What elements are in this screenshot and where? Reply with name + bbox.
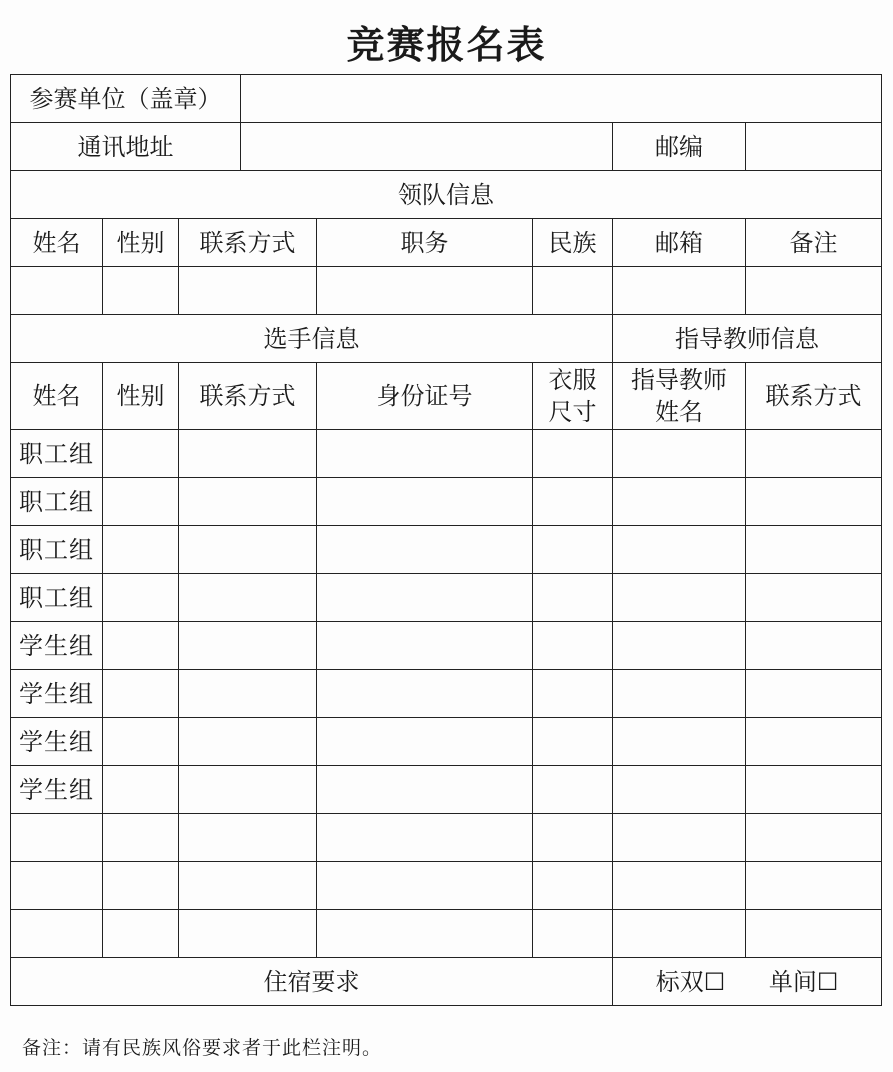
player-header-teacher-contact: 联系方式 xyxy=(746,363,882,430)
teacher-name-field[interactable] xyxy=(613,814,746,862)
player-id-field[interactable] xyxy=(317,622,533,670)
teacher-section-title: 指导教师信息 xyxy=(613,315,882,363)
teacher-contact-field[interactable] xyxy=(746,766,882,814)
postcode-label: 邮编 xyxy=(613,123,746,171)
player-row xyxy=(11,910,882,958)
player-header-clothing xyxy=(533,363,613,430)
player-clothing-field[interactable] xyxy=(533,814,613,862)
teacher-name-label-line2: 姓名 xyxy=(655,398,704,426)
player-header-id: 身份证号 xyxy=(317,363,533,430)
single-room-checkbox[interactable]: 单间☐ xyxy=(768,967,839,996)
leader-header-ethnicity: 民族 xyxy=(533,219,613,267)
teacher-name-field[interactable] xyxy=(613,526,746,574)
leader-header-remarks: 备注 xyxy=(746,219,882,267)
teacher-contact-field[interactable] xyxy=(746,478,882,526)
player-contact-field[interactable] xyxy=(179,862,317,910)
player-gender-field[interactable] xyxy=(103,478,179,526)
form-title: 竞赛报名表 xyxy=(346,22,547,67)
player-id-field[interactable] xyxy=(317,670,533,718)
player-header-name: 姓名 xyxy=(11,363,103,430)
player-contact-field[interactable] xyxy=(179,718,317,766)
player-section-row xyxy=(11,315,882,363)
player-gender-field[interactable] xyxy=(103,814,179,862)
teacher-contact-field[interactable] xyxy=(746,814,882,862)
player-clothing-field[interactable] xyxy=(533,910,613,958)
teacher-name-field[interactable] xyxy=(613,670,746,718)
clothing-label-line2: 尺寸 xyxy=(548,398,597,426)
player-category: 学生组 xyxy=(11,766,103,814)
teacher-contact-field[interactable] xyxy=(746,622,882,670)
player-gender-field[interactable] xyxy=(103,910,179,958)
leader-header-row xyxy=(11,219,882,267)
player-contact-field[interactable] xyxy=(179,574,317,622)
player-row xyxy=(11,814,882,862)
teacher-contact-field[interactable] xyxy=(746,574,882,622)
player-category[interactable] xyxy=(11,862,103,910)
teacher-contact-field[interactable] xyxy=(746,718,882,766)
teacher-contact-field[interactable] xyxy=(746,430,882,478)
leader-header-email: 邮箱 xyxy=(613,219,746,267)
player-contact-field[interactable] xyxy=(179,910,317,958)
teacher-name-field[interactable] xyxy=(613,766,746,814)
leader-name-field[interactable] xyxy=(11,267,103,315)
leader-header-contact: 联系方式 xyxy=(179,219,317,267)
accommodation-row xyxy=(11,958,882,1006)
leader-contact-field[interactable] xyxy=(179,267,317,315)
player-contact-field[interactable] xyxy=(179,430,317,478)
player-contact-field[interactable] xyxy=(179,622,317,670)
teacher-name-field[interactable] xyxy=(613,574,746,622)
teacher-contact-field[interactable] xyxy=(746,670,882,718)
accommodation-options xyxy=(613,958,882,1006)
player-clothing-field[interactable] xyxy=(533,670,613,718)
footnote: 备注：请有民族风俗要求者于此栏注明。 xyxy=(22,1037,383,1059)
leader-header-name: 姓名 xyxy=(11,219,103,267)
player-gender-field[interactable] xyxy=(103,862,179,910)
player-id-field[interactable] xyxy=(317,574,533,622)
player-contact-field[interactable] xyxy=(179,670,317,718)
player-category: 学生组 xyxy=(11,622,103,670)
teacher-contact-field[interactable] xyxy=(746,910,882,958)
player-clothing-field[interactable] xyxy=(533,718,613,766)
player-clothing-field[interactable] xyxy=(533,430,613,478)
player-row xyxy=(11,766,882,814)
teacher-name-field[interactable] xyxy=(613,910,746,958)
accommodation-label: 住宿要求 xyxy=(11,958,613,1006)
player-header-row xyxy=(11,363,882,430)
player-row xyxy=(11,670,882,718)
player-id-field[interactable] xyxy=(317,814,533,862)
leader-remarks-field[interactable] xyxy=(746,267,882,315)
leader-gender-field[interactable] xyxy=(103,267,179,315)
player-id-field[interactable] xyxy=(317,910,533,958)
leader-data-row xyxy=(11,267,882,315)
player-gender-field[interactable] xyxy=(103,526,179,574)
player-row xyxy=(11,430,882,478)
leader-section-title: 领队信息 xyxy=(11,171,882,219)
player-row xyxy=(11,622,882,670)
player-id-field[interactable] xyxy=(317,718,533,766)
player-row xyxy=(11,862,882,910)
player-id-field[interactable] xyxy=(317,478,533,526)
leader-ethnicity-field[interactable] xyxy=(533,267,613,315)
leader-email-field[interactable] xyxy=(613,267,746,315)
leader-header-gender: 性别 xyxy=(103,219,179,267)
leader-section-row xyxy=(11,171,882,219)
leader-header-position: 职务 xyxy=(317,219,533,267)
player-gender-field[interactable] xyxy=(103,670,179,718)
player-header-gender: 性别 xyxy=(103,363,179,430)
player-clothing-field[interactable] xyxy=(533,574,613,622)
player-clothing-field[interactable] xyxy=(533,766,613,814)
player-category[interactable] xyxy=(11,910,103,958)
player-contact-field[interactable] xyxy=(179,478,317,526)
player-id-field[interactable] xyxy=(317,766,533,814)
leader-position-field[interactable] xyxy=(317,267,533,315)
player-contact-field[interactable] xyxy=(179,526,317,574)
unit-field[interactable] xyxy=(241,75,882,123)
player-contact-field[interactable] xyxy=(179,814,317,862)
address-field[interactable] xyxy=(241,123,613,171)
player-category: 职工组 xyxy=(11,478,103,526)
player-gender-field[interactable] xyxy=(103,622,179,670)
address-label: 通讯地址 xyxy=(11,123,241,171)
player-id-field[interactable] xyxy=(317,862,533,910)
player-clothing-field[interactable] xyxy=(533,862,613,910)
player-header-teacher-name xyxy=(613,363,746,430)
postcode-field[interactable] xyxy=(746,123,882,171)
player-category: 职工组 xyxy=(11,526,103,574)
player-category: 学生组 xyxy=(11,718,103,766)
player-gender-field[interactable] xyxy=(103,574,179,622)
teacher-name-field[interactable] xyxy=(613,478,746,526)
player-clothing-field[interactable] xyxy=(533,478,613,526)
teacher-contact-field[interactable] xyxy=(746,526,882,574)
registration-table xyxy=(10,74,882,1006)
player-category: 职工组 xyxy=(11,430,103,478)
clothing-label-line1: 衣服 xyxy=(548,366,597,394)
player-id-field[interactable] xyxy=(317,430,533,478)
player-row xyxy=(11,478,882,526)
unit-label: 参赛单位（盖章） xyxy=(11,75,241,123)
player-category: 职工组 xyxy=(11,574,103,622)
player-header-contact: 联系方式 xyxy=(179,363,317,430)
player-row xyxy=(11,574,882,622)
player-id-field[interactable] xyxy=(317,526,533,574)
player-gender-field[interactable] xyxy=(103,718,179,766)
player-clothing-field[interactable] xyxy=(533,622,613,670)
player-contact-field[interactable] xyxy=(179,766,317,814)
teacher-name-field[interactable] xyxy=(613,862,746,910)
player-clothing-field[interactable] xyxy=(533,526,613,574)
player-category: 学生组 xyxy=(11,670,103,718)
player-section-title: 选手信息 xyxy=(11,315,613,363)
teacher-name-label-line1: 指导教师 xyxy=(631,366,728,394)
teacher-name-field[interactable] xyxy=(613,622,746,670)
teacher-name-field[interactable] xyxy=(613,430,746,478)
teacher-contact-field[interactable] xyxy=(746,862,882,910)
twin-room-checkbox[interactable]: 标双☐ xyxy=(655,967,726,996)
player-gender-field[interactable] xyxy=(103,766,179,814)
address-row xyxy=(11,123,882,171)
player-gender-field[interactable] xyxy=(103,430,179,478)
teacher-name-field[interactable] xyxy=(613,718,746,766)
player-row xyxy=(11,526,882,574)
player-category[interactable] xyxy=(11,814,103,862)
unit-row xyxy=(11,75,882,123)
player-row xyxy=(11,718,882,766)
